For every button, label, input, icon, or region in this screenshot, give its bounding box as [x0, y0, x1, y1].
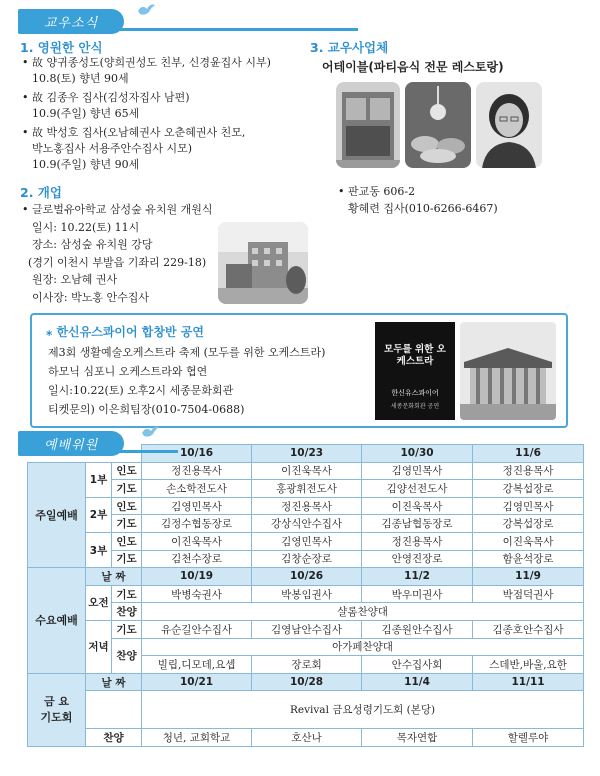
- table-row: [28, 497, 584, 515]
- table-cell: 김종남협동장로: [362, 515, 473, 533]
- table-cell: 스데반,바울,요한: [473, 656, 584, 674]
- friday-label: 금 요 기도회: [28, 673, 86, 746]
- table-cell: 빌립,디모데,요셉: [142, 656, 252, 674]
- concert-box: [30, 313, 568, 428]
- role-label: 찬양: [112, 638, 142, 673]
- sunday-date: 10/16: [142, 445, 252, 463]
- business-info: [338, 183, 558, 217]
- opening-list: [22, 201, 222, 306]
- table-row: [28, 462, 584, 480]
- role-label: 인도: [112, 497, 142, 515]
- service-part: 1부: [86, 462, 112, 497]
- sunday-date: 11/6: [473, 445, 584, 463]
- table-cell: 유순길안수집사: [142, 620, 252, 638]
- table-cell: 정진용목사: [252, 497, 362, 515]
- table-row: [28, 568, 584, 586]
- table-cell: 정진용목사: [142, 462, 252, 480]
- table-row: [28, 585, 584, 603]
- table-row: [28, 729, 584, 747]
- table-cell: 목자연합: [362, 729, 473, 747]
- news-section-tab: [18, 8, 358, 34]
- business-name: 어테이블(파티음식 전문 레스토랑): [322, 60, 504, 74]
- owner-portrait-photo: [476, 82, 542, 168]
- table-cell: 김영민목사: [142, 497, 252, 515]
- restaurant-exterior-photo: [336, 82, 400, 168]
- sunday-date: 10/23: [252, 445, 362, 463]
- table-cell: 샬롬찬양대: [142, 603, 584, 621]
- wednesday-date: 11/2: [362, 568, 473, 586]
- worship-section-tab: [18, 430, 178, 456]
- table-row: [28, 550, 584, 568]
- role-label: 인도: [112, 532, 142, 550]
- business-address: • 판교동 606-2: [338, 183, 558, 200]
- table-row: [28, 532, 584, 550]
- table-cell: 청년, 교회학교: [142, 729, 252, 747]
- table-cell: 함윤석장로: [473, 550, 584, 568]
- table-cell: 안영진장로: [362, 550, 473, 568]
- table-cell: 이진욱목사: [252, 462, 362, 480]
- asterisk-icon: ⁎: [46, 325, 53, 339]
- opening-address: (경기 이천시 부발읍 기좌리 229-18): [28, 255, 207, 269]
- wednesday-date: 10/26: [252, 568, 362, 586]
- worship-section-title: 예배위원: [18, 431, 124, 456]
- friday-date: 11/11: [473, 673, 584, 691]
- condolence-item: • 故 박성호 집사(오남혜권사 오춘혜권사 친모,: [22, 125, 312, 141]
- table-cell: 김영민목사: [252, 532, 362, 550]
- role-label: 기도: [112, 620, 142, 638]
- concert-poster: [375, 322, 455, 420]
- table-cell: 할렐루야: [473, 729, 584, 747]
- friday-event: Revival 금요성령기도회 (본당): [142, 691, 584, 729]
- opening-place: 장소: 삼성숲 유치원 강당: [32, 238, 153, 251]
- worship-schedule-table: [27, 444, 584, 747]
- condolence-item: • 故 김종우 집사(김성자집사 남편): [22, 90, 312, 106]
- opening-principal: 원장: 오남혜 권사: [32, 273, 118, 286]
- condolence-date: 10.9(주일) 향년 65세: [32, 107, 140, 120]
- table-cell: 이진욱목사: [473, 532, 584, 550]
- table-cell: 호산나: [252, 729, 362, 747]
- condolence-date: 10.9(주일) 향년 90세: [32, 158, 140, 171]
- table-cell: 박점덕권사: [473, 585, 584, 603]
- concert-ticket: 티켓문의) 이은희팀장(010-7504-0688): [48, 403, 245, 416]
- friday-date: 10/28: [252, 673, 362, 691]
- opening-heading: 2. 개업: [20, 185, 62, 200]
- opening-time: 일시: 10.22(토) 11시: [32, 220, 140, 234]
- restaurant-food-photo: [405, 82, 471, 168]
- table-cell: 아가페찬양대: [142, 638, 584, 656]
- table-cell: 강상식안수집사: [252, 515, 362, 533]
- table-cell: 장로회: [252, 656, 362, 674]
- wednesday-label: 수요예배: [28, 568, 86, 674]
- condolence-item: • 故 양귀종성도(양희권성도 친부, 신경윤집사 시부): [22, 55, 312, 71]
- concert-event: 제3회 생활예술오케스트라 축제 (모두를 위한 오케스트라): [48, 346, 326, 359]
- bird-icon: [136, 2, 156, 18]
- sejong-hall-photo: [460, 322, 556, 420]
- kindergarten-photo: [218, 222, 308, 304]
- poster-subtitle: 한신유스콰이어: [391, 389, 439, 397]
- table-cell: 박우미권사: [362, 585, 473, 603]
- empty-cell: [86, 691, 142, 729]
- table-cell: 이진욱목사: [362, 497, 473, 515]
- wednesday-date: 11/9: [473, 568, 584, 586]
- role-label: 인도: [112, 462, 142, 480]
- table-row: [28, 515, 584, 533]
- news-section-title: 교우소식: [18, 9, 124, 34]
- table-cell: 김종원안수집사: [362, 620, 473, 638]
- role-label: 기도: [112, 550, 142, 568]
- table-cell: 박병숙권사: [142, 585, 252, 603]
- table-cell: 강복섭장로: [473, 480, 584, 498]
- date-label: 날 짜: [86, 673, 142, 691]
- table-cell: 김영민목사: [473, 497, 584, 515]
- condolence-date: 10.8(토) 향년 90세: [32, 72, 129, 85]
- service-part: 2부: [86, 497, 112, 532]
- table-cell: 김영남안수집사: [252, 620, 362, 638]
- table-cell: 박봉임권사: [252, 585, 362, 603]
- business-heading: 3. 교우사업체: [310, 40, 389, 55]
- sunday-label: 주일예배: [28, 462, 86, 568]
- table-cell: 이진욱목사: [142, 532, 252, 550]
- table-cell: 김영민목사: [362, 462, 473, 480]
- wednesday-date: 10/19: [142, 568, 252, 586]
- condolence-list: [22, 55, 312, 173]
- opening-title: • 글로벌유아학교 삼성숲 유치원 개원식: [22, 201, 222, 219]
- table-cell: 김양선전도사: [362, 480, 473, 498]
- table-row: [28, 620, 584, 638]
- table-cell: 손소학전도사: [142, 480, 252, 498]
- bird-icon: [140, 424, 160, 440]
- condolence-heading: 1. 영원한 안식: [20, 40, 103, 55]
- poster-note: 세종문화회관 공연: [390, 403, 440, 410]
- table-cell: 정진용목사: [473, 462, 584, 480]
- friday-date: 10/21: [142, 673, 252, 691]
- poster-title: 모두를 위한 오케스트라: [384, 344, 446, 367]
- table-cell: 김천수장로: [142, 550, 252, 568]
- evening-label: 저녁: [86, 620, 112, 673]
- opening-chairman: 이사장: 박노홍 안수집사: [32, 290, 149, 304]
- role-label: 기도: [112, 480, 142, 498]
- date-label: 날 짜: [86, 568, 142, 586]
- table-cell: 강복섭장로: [473, 515, 584, 533]
- table-cell: 안수집사회: [362, 656, 473, 674]
- concert-details: [48, 343, 325, 419]
- table-row: [28, 673, 584, 691]
- business-contact: 황혜련 집사(010-6266-6467): [348, 202, 498, 215]
- table-row: [28, 638, 584, 656]
- table-cell: 홍광휘전도사: [252, 480, 362, 498]
- role-label: 기도: [112, 585, 142, 603]
- role-label: 찬양: [112, 603, 142, 621]
- role-label: 기도: [112, 515, 142, 533]
- morning-label: 오전: [86, 585, 112, 620]
- table-row: [28, 480, 584, 498]
- concert-partner: 하모닉 심포니 오케스트라와 협연: [48, 365, 208, 378]
- service-part: 3부: [86, 532, 112, 567]
- table-row: [28, 603, 584, 621]
- condolence-detail: 박노홍집사 서용주안수집사 시모): [32, 142, 193, 155]
- friday-date: 11/4: [362, 673, 473, 691]
- concert-title: ⁎ 한신유스콰이어 합창반 공연: [46, 325, 204, 339]
- table-cell: 김창순장로: [252, 550, 362, 568]
- table-cell: 정진용목사: [362, 532, 473, 550]
- role-label: 찬양: [86, 729, 142, 747]
- table-cell: 김종호안수집사: [473, 620, 584, 638]
- table-cell: 김정수협동장로: [142, 515, 252, 533]
- concert-time: 일시:10.22(토) 오후2시 세종문화회관: [48, 384, 234, 397]
- sunday-date: 10/30: [362, 445, 473, 463]
